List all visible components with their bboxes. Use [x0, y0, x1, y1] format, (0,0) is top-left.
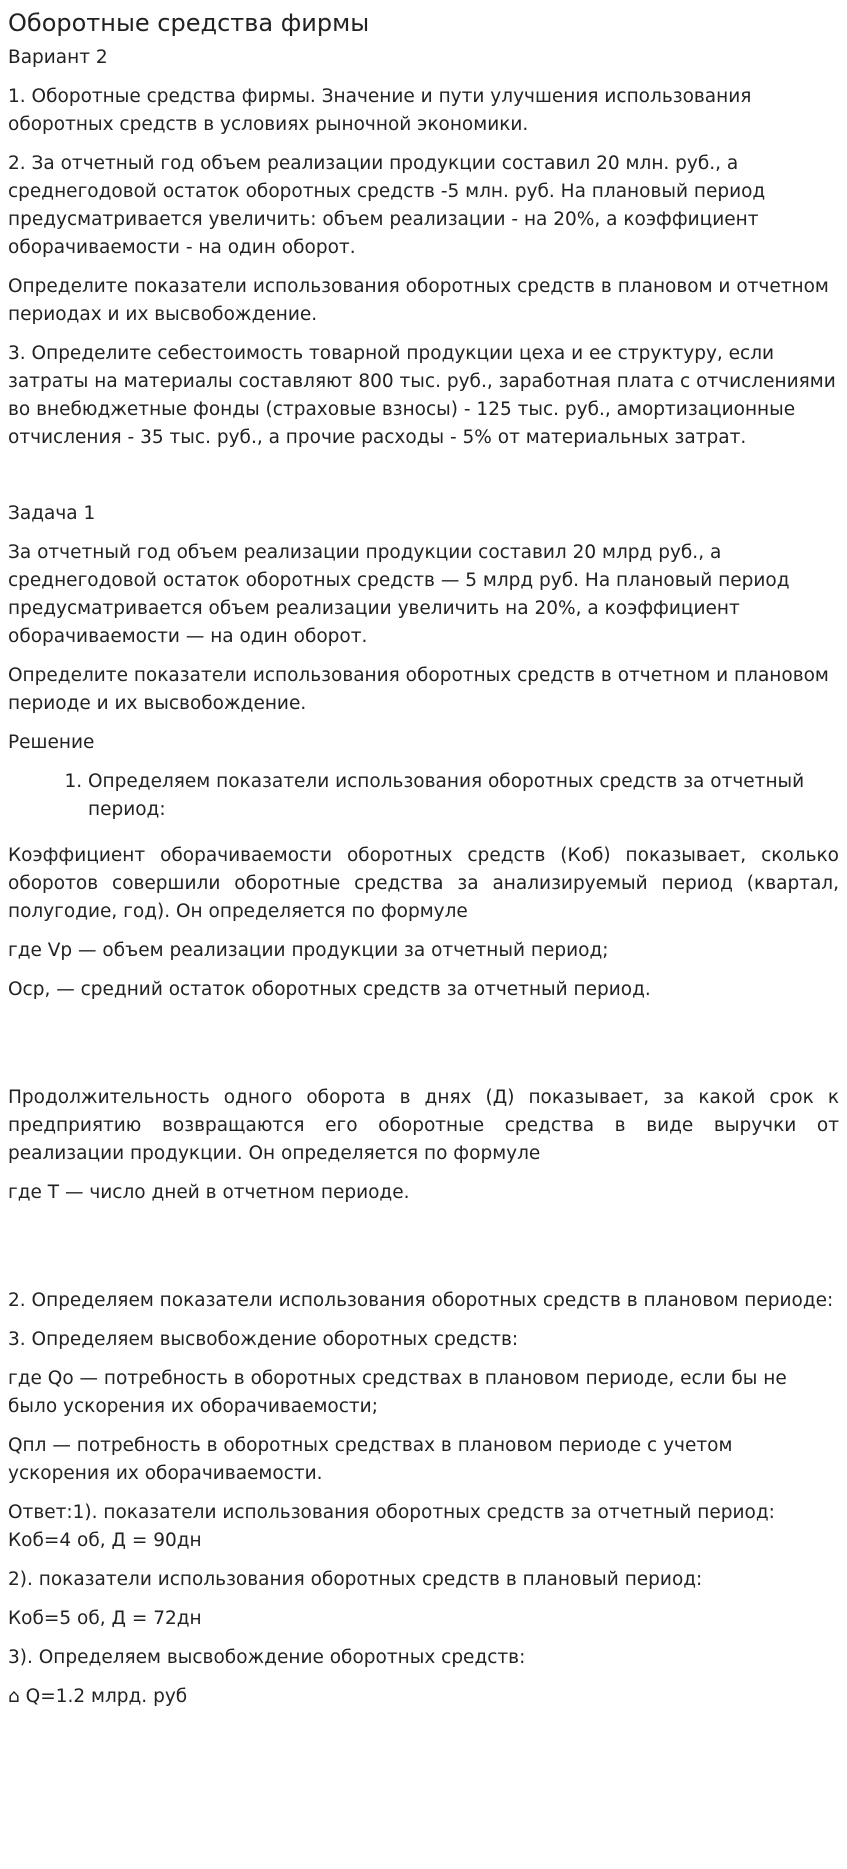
- solution-steps: [8, 768, 839, 824]
- answer-2: 2). показатели использования оборотных средств в плановый период:: [8, 1569, 703, 1590]
- answer-3-value: Q=1.2 млрд. руб: [19, 1686, 188, 1707]
- solution-step-3: 3. Определяем высвобождение оборотных средств:: [8, 1329, 519, 1350]
- vr-definition: где Vр — объем реализации продукции за отчетный период;: [8, 940, 609, 961]
- duration-definition: Продолжительность одного оборота в днях (Д) показывает, за какой срок к предприятию возвращаются его оборотные средства в виде выручки от реализации продукции. Он определяется по формуле: [8, 1087, 839, 1164]
- item-2-question: Определите показатели использования оборотных средств в плановом и отчетном периодах и их высвобождение.: [8, 276, 829, 325]
- t-definition: где Т — число дней в отчетном периоде.: [8, 1182, 410, 1203]
- osr-definition: Оср, — средний остаток оборотных средств за отчетный период.: [8, 979, 651, 1000]
- solution-step-1: 1. Определяем показатели использования оборотных средств за отчетный период:: [88, 768, 839, 824]
- task-question: Определите показатели использования оборотных средств в отчетном и плановом периоде и их высвобождение.: [8, 665, 829, 714]
- item-2: 2. За отчетный год объем реализации продукции составил 20 млн. руб., а среднегодовой остаток оборотных средств -5 млн. руб. На плановый период предусматривается увеличить: объем реализации - на 20%, а коэффициент оборачиваемости - на один оборот.: [8, 153, 766, 258]
- solution-step-2: 2. Определяем показатели использования оборотных средств в плановом периоде:: [8, 1290, 834, 1311]
- answer-3-value-line: [8, 1683, 839, 1711]
- qpl-definition: Qпл — потребность в оборотных средствах в плановом периоде с учетом ускорения их оборачиваемости.: [8, 1435, 733, 1484]
- answer-1: Ответ:1). показатели использования оборотных средств за отчетный период: Коб=4 об, Д = 90дн: [8, 1502, 775, 1551]
- solution-label: Решение: [8, 732, 95, 753]
- item-3: 3. Определите себестоимость товарной продукции цеха и ее структуру, если затраты на материалы составляют 800 тыс. руб., заработная плата с отчислениями во внебюджетные фонды (страховые взносы) - 125 тыс. руб., амортизационные отчисления - 35 тыс. руб., а прочие расходы - 5% от материальных затрат.: [8, 343, 836, 448]
- answer-2-values: Коб=5 об, Д = 72дн: [8, 1608, 202, 1629]
- answer-3: 3). Определяем высвобождение оборотных средств:: [8, 1647, 526, 1668]
- kob-definition: Коэффициент оборачиваемости оборотных средств (Коб) показывает, сколько оборотов совершили оборотные средства за анализируемый период (квартал, полугодие, год). Он определяется по формуле: [8, 845, 839, 922]
- variant-label: Вариант 2: [8, 47, 108, 68]
- qo-definition: где Qо — потребность в оборотных средствах в плановом периоде, если бы не было ускорения их оборачиваемости;: [8, 1368, 787, 1417]
- document-title: Оборотные средства фирмы: [8, 9, 370, 37]
- item-1: 1. Оборотные средства фирмы. Значение и пути улучшения использования оборотных средств в условиях рыночной экономики.: [8, 86, 752, 135]
- delta-symbol: ⌂: [8, 1686, 20, 1707]
- task-heading: Задача 1: [8, 503, 96, 524]
- task-condition: За отчетный год объем реализации продукции составил 20 млрд руб., а среднегодовой остаток оборотных средств — 5 млрд руб. На плановый период предусматривается объем реализации увеличить на 20%, а коэффициент оборачиваемости — на один оборот.: [8, 542, 790, 647]
